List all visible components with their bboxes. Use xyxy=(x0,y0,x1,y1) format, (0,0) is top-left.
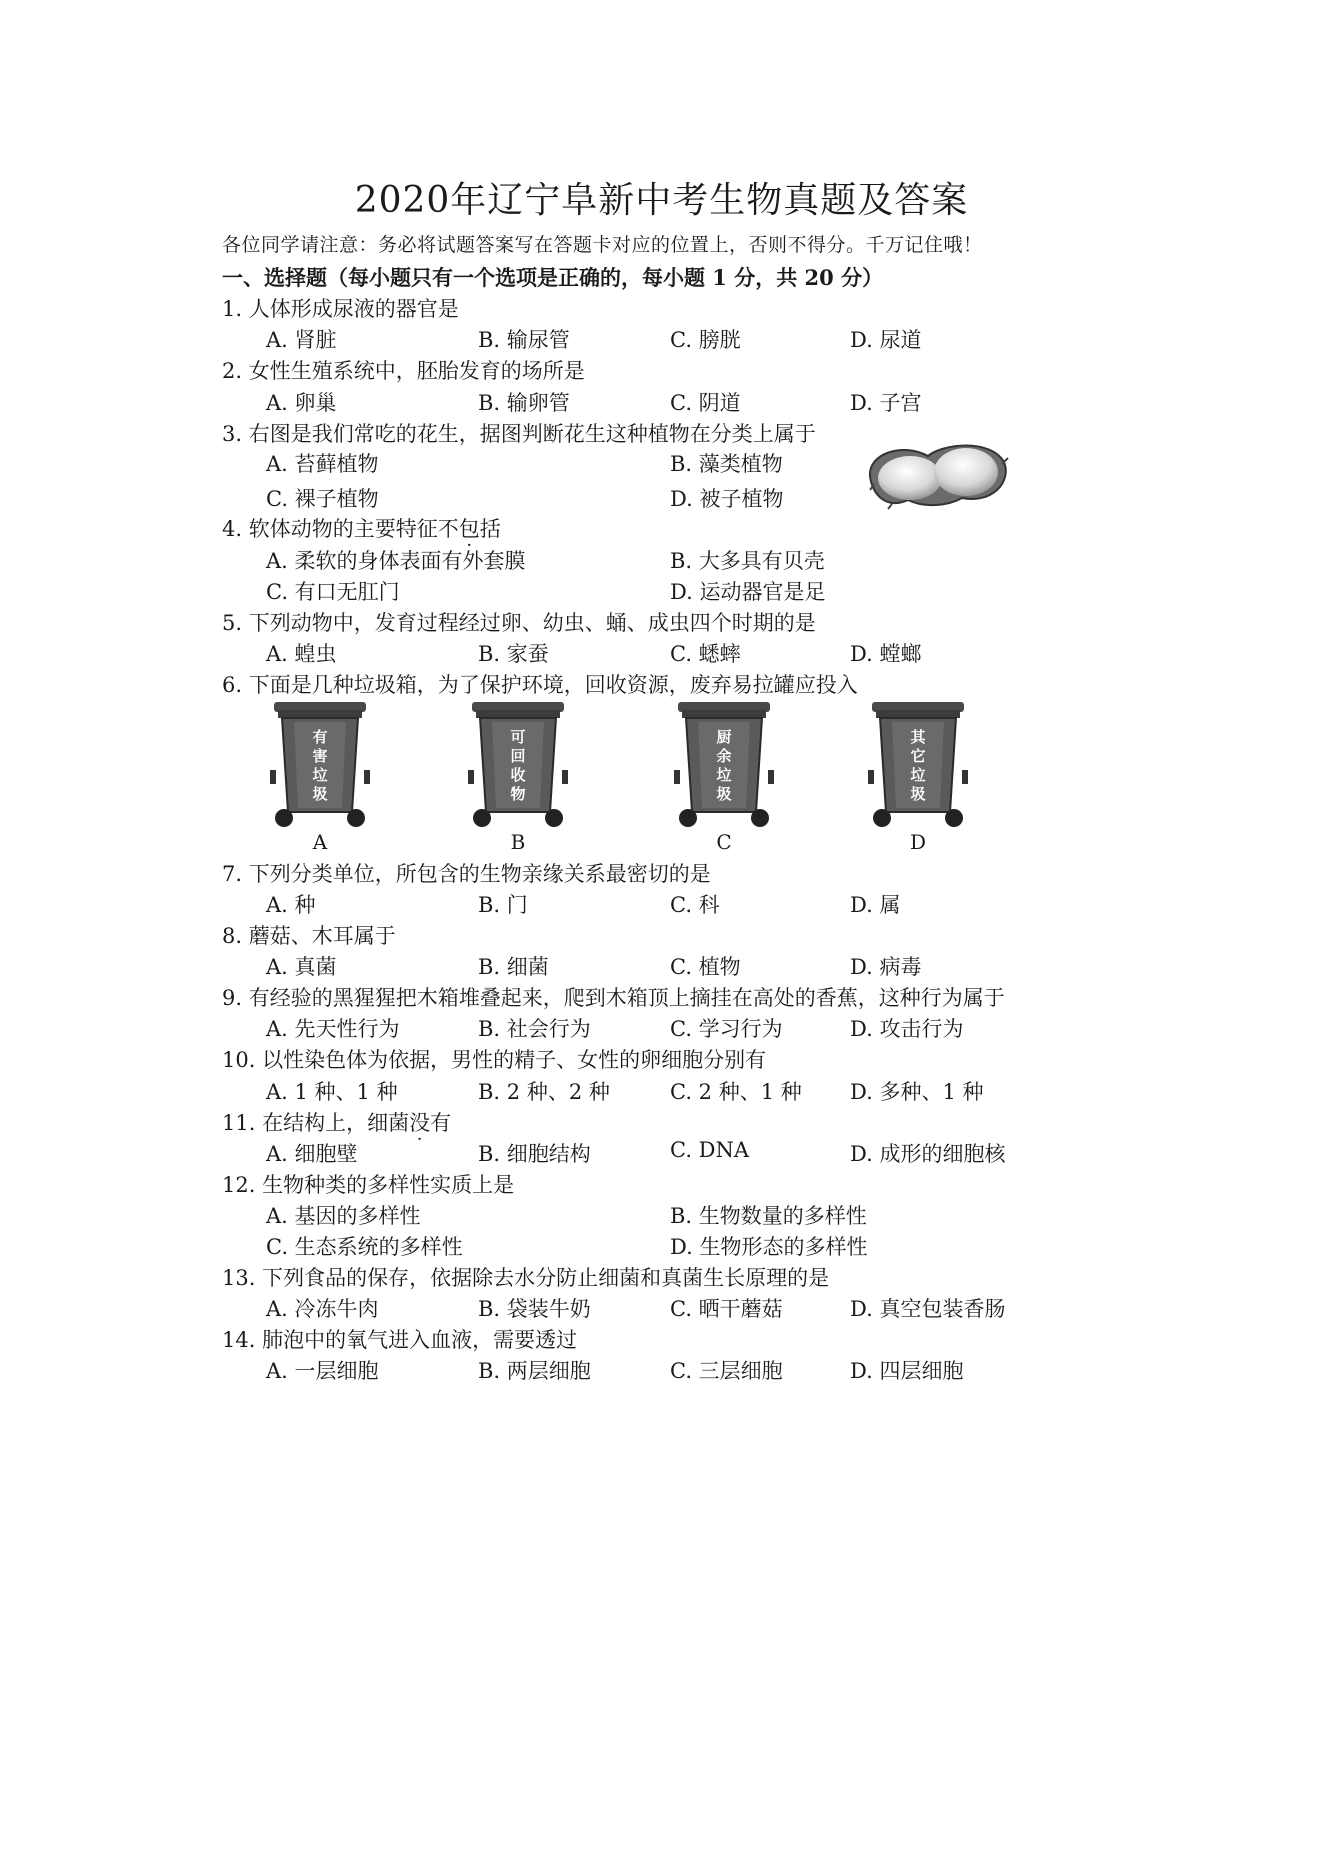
garbage-bin-label-char: 垃 xyxy=(716,766,732,784)
garbage-bin-label-char: 余 xyxy=(716,747,732,765)
question-1-option-d: D. 尿道 xyxy=(850,328,922,352)
garbage-bin-label-char: 圾 xyxy=(716,785,732,803)
question-8-stem: 8. 蘑菇、木耳属于 xyxy=(222,924,396,948)
garbage-bin-b xyxy=(468,700,568,832)
question-2-option-d: D. 子宫 xyxy=(850,391,922,415)
question-5-option-b: B. 家蚕 xyxy=(478,642,549,666)
question-4-stem xyxy=(222,513,501,543)
question-7-option-a: A. 种 xyxy=(266,893,316,917)
question-13-option-d: D. 真空包装香肠 xyxy=(850,1297,1006,1321)
question-2-stem: 2. 女性生殖系统中，胚胎发育的场所是 xyxy=(222,359,585,383)
question-13-option-b: B. 袋装牛奶 xyxy=(478,1297,591,1321)
question-5-option-a: A. 蝗虫 xyxy=(266,642,337,666)
page-title: 2020年辽宁阜新中考生物真题及答案 xyxy=(354,180,969,221)
garbage-bin-label-char: 垃 xyxy=(910,766,926,784)
question-7-option-d: D. 属 xyxy=(850,893,901,917)
garbage-bin-label-char: 有 xyxy=(312,728,328,746)
question-2-option-b: B. 输卵管 xyxy=(478,391,570,415)
question-11-stem-emphasis: 没 xyxy=(409,1111,431,1135)
section-heading: 一、选择题（每小题只有一个选项是正确的，每小题 1 分，共 20 分） xyxy=(222,265,884,290)
garbage-bin-label-char: 其 xyxy=(910,728,926,746)
question-8-option-d: D. 病毒 xyxy=(850,955,922,979)
question-11-option-d: D. 成形的细胞核 xyxy=(850,1142,1006,1166)
question-2-option-c: C. 阴道 xyxy=(670,391,741,415)
question-5-option-d: D. 螳螂 xyxy=(850,642,922,666)
question-3-option-a: A. 苔藓植物 xyxy=(266,452,379,476)
question-12-option-c: C. 生态系统的多样性 xyxy=(266,1235,463,1259)
question-1-option-a: A. 肾脏 xyxy=(266,328,337,352)
question-12-option-b: B. 生物数量的多样性 xyxy=(670,1204,867,1228)
garbage-bin-label-char: 害 xyxy=(312,747,328,765)
question-10-stem: 10. 以性染色体为依据，男性的精子、女性的卵细胞分别有 xyxy=(222,1048,767,1072)
question-8-option-c: C. 植物 xyxy=(670,955,741,979)
question-5-option-c: C. 蟋蟀 xyxy=(670,642,741,666)
garbage-bin-option-label: C xyxy=(716,830,732,854)
garbage-bin-a xyxy=(270,700,370,832)
peanut-image xyxy=(862,434,1012,514)
question-5-stem: 5. 下列动物中，发育过程经过卵、幼虫、蛹、成虫四个时期的是 xyxy=(222,611,816,635)
garbage-bin-option-label: D xyxy=(909,830,927,854)
question-9-option-b: B. 社会行为 xyxy=(478,1017,591,1041)
question-10-option-a: A. 1 种、1 种 xyxy=(266,1080,398,1104)
question-11-option-b: B. 细胞结构 xyxy=(478,1142,591,1166)
question-14-option-c: C. 三层细胞 xyxy=(670,1359,783,1383)
question-10-option-d: D. 多种、1 种 xyxy=(850,1080,984,1104)
question-2-option-a: A. 卵巢 xyxy=(266,391,337,415)
question-11-option-a: A. 细胞壁 xyxy=(266,1142,358,1166)
question-4-stem-emphasis: 包 xyxy=(458,517,480,541)
question-11-option-c: C. DNA xyxy=(670,1138,750,1162)
garbage-bin-label-char: 物 xyxy=(510,785,526,803)
question-4-option-c: C. 有口无肛门 xyxy=(266,580,400,604)
question-10-option-b: B. 2 种、2 种 xyxy=(478,1080,610,1104)
garbage-bin-option-label: A xyxy=(312,830,328,854)
question-8-option-a: A. 真菌 xyxy=(266,955,337,979)
question-4-stem-part: 括 xyxy=(479,517,501,541)
garbage-bin-label-char: 圾 xyxy=(910,785,926,803)
question-4-option-d: D. 运动器官是足 xyxy=(670,580,826,604)
question-4-option-b: B. 大多具有贝壳 xyxy=(670,549,825,573)
question-4-option-a: A. 柔软的身体表面有外套膜 xyxy=(266,549,526,573)
question-10-option-c: C. 2 种、1 种 xyxy=(670,1080,802,1104)
question-9-option-d: D. 攻击行为 xyxy=(850,1017,964,1041)
question-14-option-b: B. 两层细胞 xyxy=(478,1359,591,1383)
question-13-option-c: C. 晒干蘑菇 xyxy=(670,1297,783,1321)
question-14-option-d: D. 四层细胞 xyxy=(850,1359,964,1383)
question-1-option-b: B. 输尿管 xyxy=(478,328,570,352)
question-3-option-b: B. 藻类植物 xyxy=(670,452,783,476)
question-14-stem: 14. 肺泡中的氧气进入血液，需要透过 xyxy=(222,1328,578,1352)
garbage-bin-d xyxy=(868,700,968,832)
garbage-bin-option-label: B xyxy=(510,830,526,854)
question-1-stem: 1. 人体形成尿液的器官是 xyxy=(222,297,459,321)
question-7-stem: 7. 下列分类单位，所包含的生物亲缘关系最密切的是 xyxy=(222,862,711,886)
garbage-bin-label-char: 圾 xyxy=(312,785,328,803)
question-3-option-c: C. 裸子植物 xyxy=(266,487,379,511)
question-14-option-a: A. 一层细胞 xyxy=(266,1359,379,1383)
question-8-option-b: B. 细菌 xyxy=(478,955,549,979)
question-7-option-c: C. 科 xyxy=(670,893,720,917)
garbage-bin-label-char: 可 xyxy=(510,728,526,746)
question-12-option-a: A. 基因的多样性 xyxy=(266,1204,421,1228)
question-6-stem: 6. 下面是几种垃圾箱，为了保护环境，回收资源，废弃易拉罐应投入 xyxy=(222,673,858,697)
question-13-stem: 13. 下列食品的保存，依据除去水分防止细菌和真菌生长原理的是 xyxy=(222,1266,830,1290)
notice-text: 各位同学请注意：务必将试题答案写在答题卡对应的位置上，否则不得分。千万记住哦！ xyxy=(222,234,983,256)
garbage-bin-c xyxy=(674,700,774,832)
garbage-bin-label-char: 厨 xyxy=(716,728,732,746)
question-9-option-a: A. 先天性行为 xyxy=(266,1017,400,1041)
garbage-bin-label-char: 它 xyxy=(910,747,926,765)
garbage-bin-label-char: 收 xyxy=(510,766,526,784)
garbage-bin-label-char: 回 xyxy=(510,747,526,765)
question-12-stem: 12. 生物种类的多样性实质上是 xyxy=(222,1173,515,1197)
question-11-stem-part: 有 xyxy=(430,1111,452,1135)
question-7-option-b: B. 门 xyxy=(478,893,528,917)
question-9-stem: 9. 有经验的黑猩猩把木箱堆叠起来，爬到木箱顶上摘挂在高处的香蕉，这种行为属于 xyxy=(222,986,1005,1010)
question-3-option-d: D. 被子植物 xyxy=(670,487,784,511)
question-1-option-c: C. 膀胱 xyxy=(670,328,741,352)
question-11-stem xyxy=(222,1107,451,1137)
garbage-bin-label-char: 垃 xyxy=(312,766,328,784)
question-9-option-c: C. 学习行为 xyxy=(670,1017,783,1041)
question-13-option-a: A. 冷冻牛肉 xyxy=(266,1297,379,1321)
question-11-stem-part: 11. 在结构上，细菌 xyxy=(222,1111,410,1135)
question-4-stem-part: 4. 软体动物的主要特征不 xyxy=(222,517,459,541)
question-12-option-d: D. 生物形态的多样性 xyxy=(670,1235,868,1259)
question-3-stem: 3. 右图是我们常吃的花生，据图判断花生这种植物在分类上属于 xyxy=(222,422,816,446)
